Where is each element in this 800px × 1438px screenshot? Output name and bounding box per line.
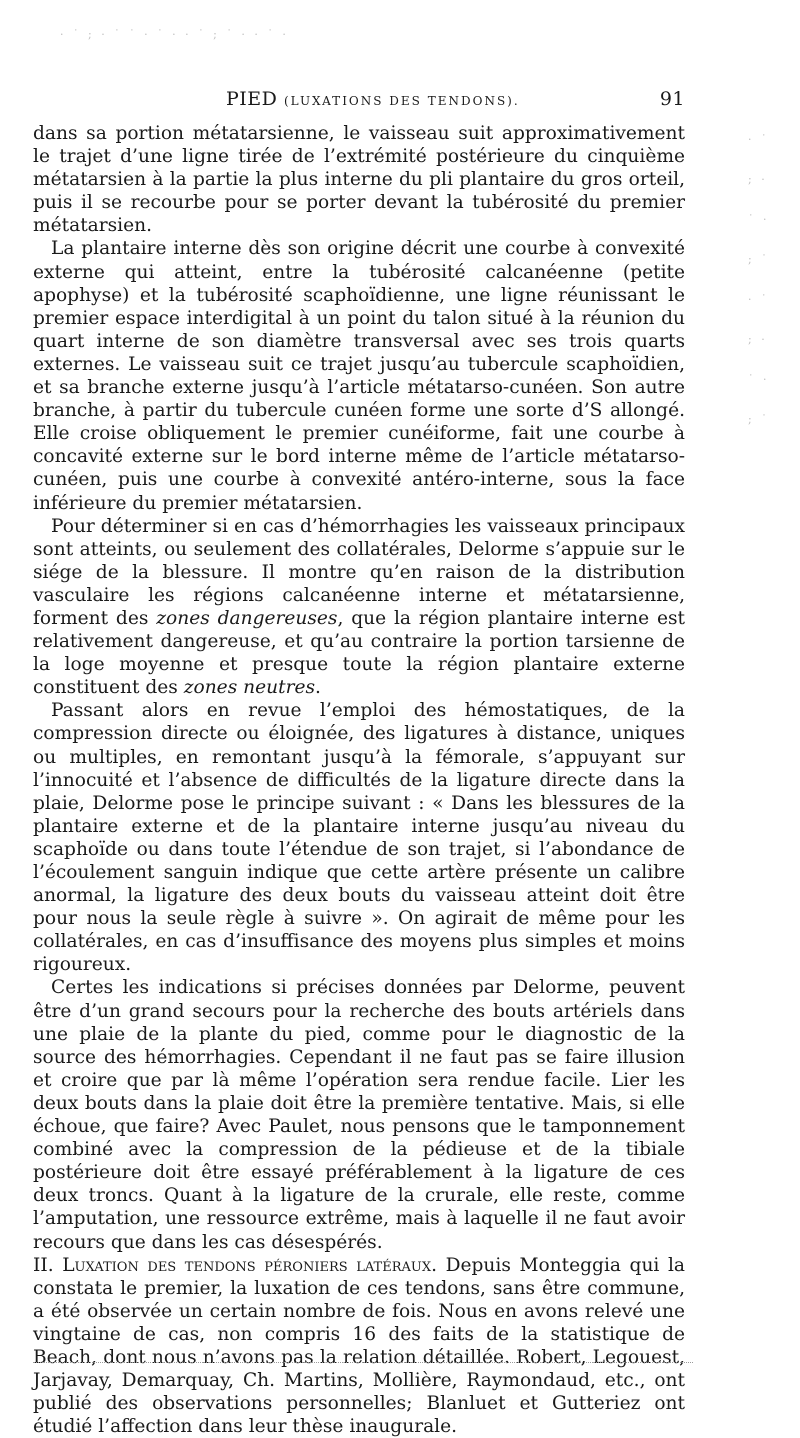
italic-term: zones neutres (183, 677, 316, 699)
header-title-sub: (LUXATIONS DES TENDONS). (283, 94, 520, 108)
section-number: II. (33, 1254, 54, 1276)
section-paragraph (33, 1254, 685, 1438)
section-text: Depuis Monteggia qui la constata le premier, la luxation de ces tendons, sans être commune, a été observée un certain nombre de fois. Nous en avons relevé une vingtaine de cas, non compris 16 des faits de la statistique de Beach, dont nous n’avons pas la relation détaillée. Robert, Legouest, Jarjavay, Demarquay, Ch. Martins, Mollière, Raymondaud, etc., ont publié des observations personnelles; Blanluet et Gutteriez ont étudié l’affection dans leur thèse inaugurale. (33, 1254, 685, 1438)
paragraph (33, 237, 685, 514)
text-run: dans sa portion métatarsienne, le vaisseau suit approximativement le trajet d’une ligne tirée de l’extrémité postérieure du cinquième métatarsien à la partie la plus interne du pli plantaire du gros orteil, puis il se recourbe pour se porter devant la tubérosité du premier métatarsien. (33, 123, 685, 237)
page-number: 91 (659, 88, 685, 110)
text-run: La plantaire interne dès son origine décrit une courbe à convexité externe qui atteint, entre la tubérosité calcanéenne (petite apophyse) et la tubérosité scaphoïdienne, une ligne réunissant le premier espace interdigital à un point du talon situé à la réunion du quart interne de son diamètre transversal avec ses trois quarts externes. Le vaisseau suit ce trajet jusqu’au tubercule scaphoïdien, et sa branche externe jusqu’à l’article métatarso-cunéen. Son autre branche, à partir du tubercule cunéen forme une sorte d’S allongé. Elle croise obliquement le premier cunéiforme, fait une courbe à concavité externe sur le bord interne même de l’article métatarso-cunéen, puis une courbe à convexité antéro-interne, sous la face inférieure du premier métatarsien. (33, 238, 685, 514)
text-run: Certes les indications si précises données par Delorme, peuvent être d’un grand secours pour la recherche des bouts artériels dans une plaie de la plante du pied, comme pour le diagnostic de la source des hémorrhagies. Cependant il ne faut pas se faire illusion et croire que par là même l’opération sera rendue facile. Lier les deux bouts dans la plaie doit être la première tentative. Mais, si elle échoue, que faire? Avec Paulet, nous pensons que le tamponnement combiné avec la compression de la pédieuse et de la tibiale postérieure doit être essayé préférablement à la ligature de ces deux troncs. Quant à la ligature de la crurale, elle reste, comme l’amputation, une ressource extrême, mais à laquelle il ne faut avoir recours que dans les cas désespérés. (33, 977, 685, 1253)
text-run: Pour déterminer si en cas d’hémorrhagies les vaisseaux principaux sont atteints, ou seulement des collatérales, Delorme s’appuie sur le siége de la blessure. Il montre qu’en raison de la distribution vasculaire les régions calcanéenne interne et métatarsienne, forment des (33, 515, 685, 629)
body-text (33, 122, 685, 1438)
text-run: Passant alors en revue l’emploi des hémostatiques, de la compression directe ou éloignée, des ligatures à distance, uniques ou multiples, en remontant jusqu’à la fémorale, s’appuyant sur l’innocuité et l’absence de difficultés de la ligature directe dans la plaie, Delorme pose le principe suivant : « Dans les blessures de la plantaire externe et de la plantaire interne jusqu’au niveau du scaphoïde ou dans toute l’étendue de son trajet, si l’abondance de l’écoulement sanguin indique que cette artère présente un calibre anormal, la ligature des deux bouts du vaisseau atteint doit être pour nous la seule règle à suivre ». On agirait de même pour les collatérales, en cas d’insuffisance des moyens plus simples et moins rigoureux. (33, 700, 685, 976)
section-heading: Luxation des tendons péroniers latéraux. (62, 1254, 437, 1276)
bottom-dotted-rule (33, 1362, 693, 1363)
running-header (33, 88, 685, 122)
header-title (226, 88, 520, 110)
paragraph (33, 122, 685, 237)
text-run: , que la région plantaire interne est relativement dangereuse, et qu’au contraire la portion tarsienne de la loge moyenne et presque toute la région plantaire externe constituent des (33, 607, 685, 699)
text-run: . (315, 677, 321, 699)
scan-noise-top: · ˙ ; · ˙ ˙ · ˙ · · ˙ ; ˙ · · ˙ · (60, 28, 289, 41)
italic-term: zones dangereuses (156, 607, 338, 629)
scan-noise-margin: · ˙ ; · ˙ · ; ˙ · ˙ ; · ˙ · ; ˙ (748, 133, 770, 426)
paragraph (33, 515, 685, 700)
paragraph (33, 976, 685, 1253)
header-title-main: PIED (226, 88, 278, 110)
book-page (33, 88, 685, 1438)
paragraph (33, 699, 685, 976)
